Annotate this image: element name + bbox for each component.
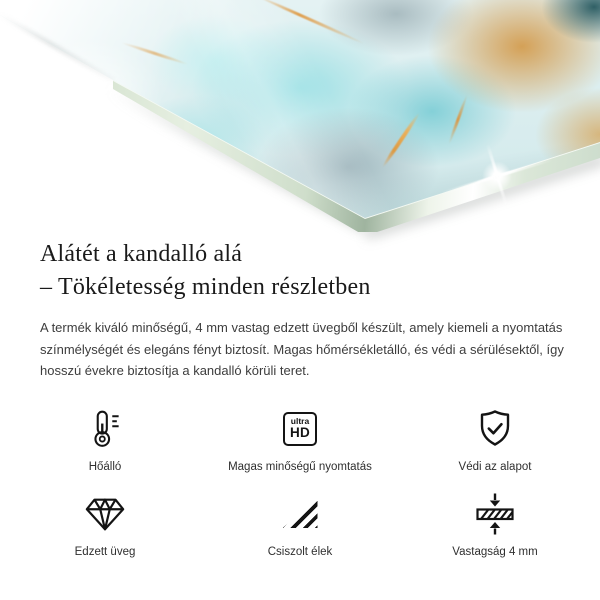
diamond-icon xyxy=(82,492,128,536)
product-description xyxy=(40,317,564,382)
feature-label: Magas minőségű nyomtatás xyxy=(228,460,372,473)
gold-vein xyxy=(255,0,366,45)
feature-label: Edzett üveg xyxy=(74,545,136,558)
text-content xyxy=(0,238,600,382)
ultra-hd-icon xyxy=(283,407,317,451)
title-line-2: – Tökéletesség minden részletben xyxy=(40,274,371,300)
description-line-3: hosszú évekre biztosítja a kandalló körüli teret. xyxy=(40,363,310,378)
feature-label: Védi az alapot xyxy=(458,460,532,473)
gold-vein xyxy=(121,41,189,65)
feature-polished-edges xyxy=(180,492,420,559)
feature-tempered-glass xyxy=(30,492,180,559)
description-line-2: színmélységét és elegáns fényt biztosít. Magas hőmérsékletálló, és védi a sérülésektől, így xyxy=(40,341,564,357)
thermometer-icon xyxy=(85,407,125,451)
page-title xyxy=(40,238,560,304)
shield-check-icon xyxy=(473,407,517,451)
gold-vein xyxy=(448,95,469,145)
product-photo xyxy=(0,0,600,232)
feature-label: Vastagság 4 mm xyxy=(452,545,538,558)
feature-label: Csiszolt élek xyxy=(267,545,333,558)
title-line-1: Alátét a kandalló alá xyxy=(40,241,243,267)
feature-thickness xyxy=(420,492,570,559)
feature-label: Hőálló xyxy=(88,460,122,473)
description-line-1: A termék kiváló minőségű, 4 mm vastag edzett üvegből készült, amely kiemeli a nyomtatás xyxy=(40,320,563,335)
feature-print-quality xyxy=(180,407,420,474)
feature-heat-resistant xyxy=(30,407,180,474)
feature-protects-base xyxy=(420,407,570,474)
ultra-hd-text-bottom: HD xyxy=(290,425,310,441)
polished-edges-icon xyxy=(283,492,318,536)
thickness-compress-icon xyxy=(473,492,517,536)
ultra-hd-text-top: ultra xyxy=(290,416,310,427)
feature-grid xyxy=(30,407,570,559)
gold-vein xyxy=(381,112,421,169)
